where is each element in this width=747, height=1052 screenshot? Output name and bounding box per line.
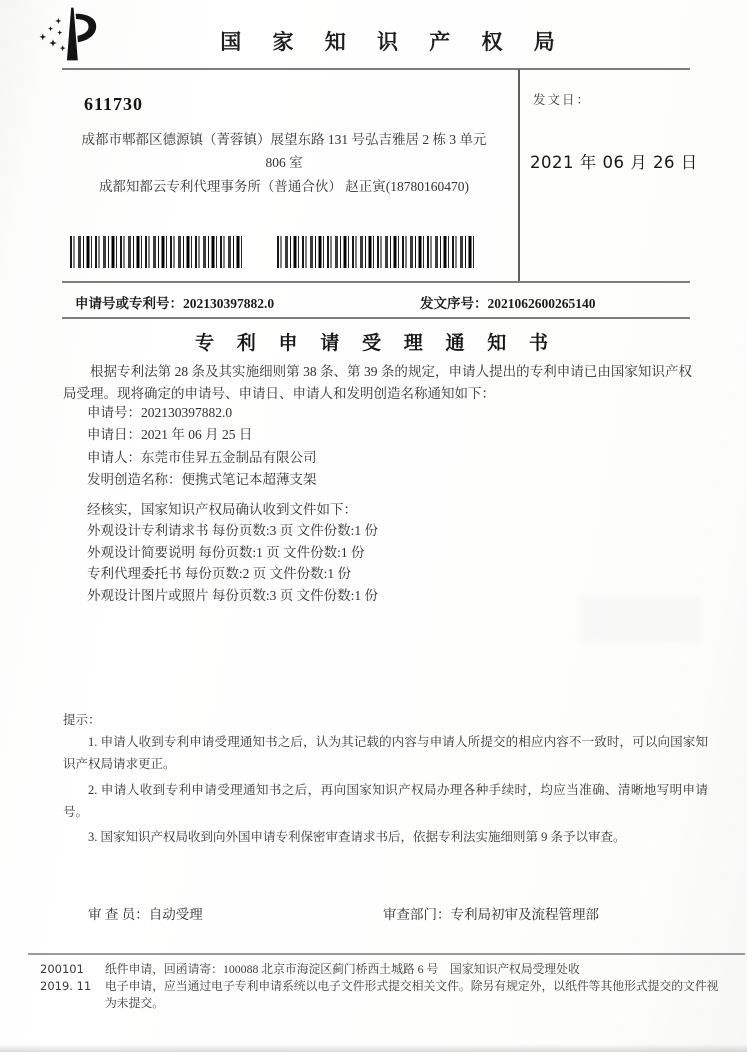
- document-line: 外观设计图片或照片 每份页数:3 页 文件份数:1 份: [87, 588, 379, 604]
- dispatch-date-label: 发文日：: [533, 93, 592, 107]
- barcode-left: [70, 236, 244, 268]
- footer-line-1: 纸件申请，回函请寄：100088 北京市海淀区蓟门桥西土城路 6 号 国家知识产权局受理处收: [105, 962, 580, 976]
- document-line: 专利代理委托书 每份页数:2 页 文件份数:1 份: [87, 566, 352, 582]
- field-label: 申请人：: [87, 449, 141, 465]
- field-line: [87, 469, 317, 491]
- examiner-label: 审 查 员：: [88, 907, 149, 922]
- footer-line-2: 电子申请，应当通过电子专利申请系统以电子文件形式提交相关文件。除另有规定外，以纸件等其他形式提交的文件视为未提交。: [105, 979, 719, 1010]
- divider-above-numbers: [62, 281, 690, 283]
- postal-code: 611730: [84, 94, 144, 114]
- field-label: 发明创造名称：: [87, 471, 182, 487]
- agency-title: 国 家 知 识 产 权 局: [220, 30, 568, 54]
- serial-number-value: 2021062600265140: [487, 296, 596, 311]
- footer-rule: [28, 953, 745, 955]
- department-value: 专利局初审及流程管理部: [450, 907, 599, 922]
- field-line: [87, 424, 317, 446]
- footer-codes: [40, 961, 91, 995]
- dispatch-date-value: 2021 年 06 月 26 日: [530, 153, 698, 172]
- department-label: 审查部门：: [383, 907, 451, 922]
- address-line-2: 806 室: [265, 155, 303, 170]
- tip-item: 3. 国家知识产权局收到向外国申请专利保密审查请求书后，依据专利法实施细则第 9 条予以审查。: [88, 830, 626, 844]
- barcode-right: [277, 236, 477, 268]
- field-line: [87, 402, 317, 424]
- notice-title: 专 利 申 请 受 理 通 知 书: [194, 333, 557, 354]
- examiner-value: 自动受理: [148, 907, 203, 922]
- field-value: 东莞市佳昇五金制品有限公司: [141, 449, 317, 465]
- dispatch-box-border: [518, 69, 520, 282]
- serial-number: [420, 292, 596, 312]
- tip-item: 1. 申请人收到专利申请受理通知书之后，认为其记载的内容与申请人所提交的相应内容不一致时，可以向国家知识产权局请求更正。: [63, 735, 708, 771]
- tips-label: 提示：: [63, 713, 101, 727]
- field-label: 申请日：: [87, 427, 141, 443]
- received-documents: [87, 520, 378, 607]
- application-fields: [87, 402, 317, 491]
- bottom-edge-shade: [0, 1044, 747, 1052]
- tips-list: [63, 731, 708, 852]
- field-value: 202130397882.0: [141, 405, 233, 420]
- application-number-label: 申请号或专利号：: [75, 296, 183, 311]
- form-code-2: 2019. 11: [40, 979, 92, 993]
- application-number-value: 202130397882.0: [183, 296, 275, 311]
- tip-item: 2. 申请人收到专利申请受理通知书之后，再向国家知识产权局办理各种手续时，均应当准确、清晰地写明申请号。: [63, 782, 708, 819]
- serial-number-label: 发文序号：: [420, 296, 488, 311]
- form-code-1: 200101: [40, 962, 84, 976]
- application-number: [75, 292, 274, 312]
- divider-below-numbers: [62, 317, 690, 319]
- department: [383, 903, 599, 923]
- agent-line: 成都知都云专利代理事务所（普通合伙） 赵正寅(18780160470): [98, 179, 470, 194]
- field-value: 便携式笔记本超薄支架: [181, 471, 317, 487]
- intro-paragraph: 根据专利法第 28 条及其实施细则第 38 条、第 39 条的规定，申请人提出的专利申请已由国家知识产权局受理。现将确定的申请号、申请日、申请人和发明创造名称通知如下：: [63, 364, 692, 401]
- field-value: 2021 年 06 月 25 日: [141, 427, 253, 443]
- examiner: [88, 903, 203, 923]
- field-line: [87, 447, 317, 469]
- address-line-1: 成都市郫都区德源镇（菁蓉镇）展望东路 131 号弘吉雅居 2 栋 3 单元: [81, 132, 487, 147]
- receipt-confirm-intro: 经核实，国家知识产权局确认收到文件如下：: [87, 502, 357, 517]
- scan-artifact: [580, 595, 700, 643]
- header-rule: [62, 68, 690, 70]
- document-line: 外观设计专利请求书 每份页数:3 页 文件份数:1 份: [87, 523, 379, 538]
- document-line: 外观设计简要说明 每份页数:1 页 文件份数:1 份: [87, 544, 365, 560]
- footer-text: [105, 961, 730, 1012]
- field-label: 申请号：: [87, 405, 141, 420]
